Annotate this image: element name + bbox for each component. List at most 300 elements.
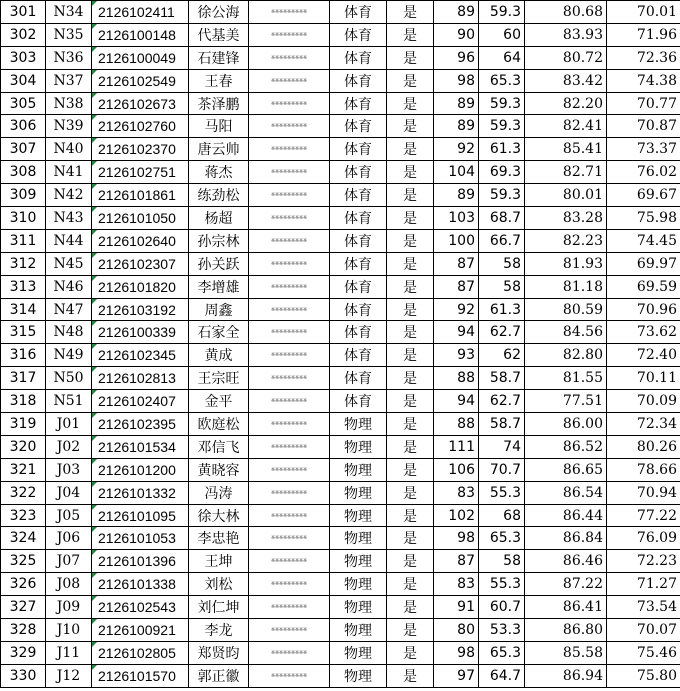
- cell-subject: 体育: [330, 207, 387, 230]
- cell-score-interview: 83.42: [525, 69, 607, 92]
- cell-score-converted: 60: [479, 23, 525, 46]
- cell-exam-id: 2126102307: [92, 252, 189, 275]
- cell-score-raw: 98: [434, 69, 479, 92]
- cell-masked-id: ※※※※※※※※※: [249, 184, 330, 207]
- cell-score-converted: 69.3: [479, 161, 525, 184]
- cell-code: J01: [46, 413, 92, 436]
- cell-score-total: 80.26: [607, 435, 680, 458]
- table-row: [1, 298, 680, 321]
- cell-subject: 物理: [330, 573, 387, 596]
- cell-score-interview: 86.44: [525, 504, 607, 527]
- cell-serial: 322: [1, 481, 46, 504]
- cell-flag: 是: [387, 23, 434, 46]
- cell-serial: 317: [1, 367, 46, 390]
- cell-score-interview: 86.52: [525, 435, 607, 458]
- cell-subject: 体育: [330, 229, 387, 252]
- cell-exam-id: 2126101396: [92, 550, 189, 573]
- cell-exam-id: 2126101332: [92, 481, 189, 504]
- cell-name: 周鑫: [189, 298, 249, 321]
- cell-score-raw: 91: [434, 596, 479, 619]
- cell-score-raw: 98: [434, 641, 479, 664]
- cell-flag: 是: [387, 390, 434, 413]
- cell-masked-id: ※※※※※※※※※: [249, 115, 330, 138]
- table-row: [1, 46, 680, 69]
- cell-score-total: 76.09: [607, 527, 680, 550]
- cell-subject: 体育: [330, 298, 387, 321]
- cell-score-total: 74.38: [607, 69, 680, 92]
- cell-flag: 是: [387, 458, 434, 481]
- cell-score-converted: 74: [479, 435, 525, 458]
- cell-exam-id: 2126102640: [92, 229, 189, 252]
- cell-score-interview: 86.94: [525, 664, 607, 687]
- cell-code: N35: [46, 23, 92, 46]
- cell-score-converted: 59.3: [479, 115, 525, 138]
- cell-score-raw: 80: [434, 619, 479, 642]
- table-row: [1, 573, 680, 596]
- cell-masked-id: ※※※※※※※※※: [249, 550, 330, 573]
- cell-flag: 是: [387, 184, 434, 207]
- cell-code: N41: [46, 161, 92, 184]
- cell-name: 李忠艳: [189, 527, 249, 550]
- cell-code: J08: [46, 573, 92, 596]
- cell-subject: 物理: [330, 664, 387, 687]
- table-row: [1, 69, 680, 92]
- cell-flag: 是: [387, 115, 434, 138]
- cell-exam-id: 2126100339: [92, 321, 189, 344]
- cell-serial: 305: [1, 92, 46, 115]
- cell-score-raw: 83: [434, 573, 479, 596]
- cell-exam-id: 2126100921: [92, 619, 189, 642]
- table-row: [1, 207, 680, 230]
- cell-subject: 物理: [330, 504, 387, 527]
- cell-subject: 物理: [330, 619, 387, 642]
- cell-subject: 体育: [330, 184, 387, 207]
- cell-exam-id: 2126100148: [92, 23, 189, 46]
- cell-score-total: 70.94: [607, 481, 680, 504]
- cell-subject: 体育: [330, 275, 387, 298]
- cell-flag: 是: [387, 92, 434, 115]
- cell-masked-id: ※※※※※※※※※: [249, 504, 330, 527]
- cell-score-converted: 64: [479, 46, 525, 69]
- cell-score-raw: 87: [434, 275, 479, 298]
- cell-masked-id: ※※※※※※※※※: [249, 161, 330, 184]
- cell-flag: 是: [387, 69, 434, 92]
- cell-score-converted: 58.7: [479, 367, 525, 390]
- cell-score-interview: 80.72: [525, 46, 607, 69]
- cell-subject: 物理: [330, 458, 387, 481]
- cell-code: N34: [46, 1, 92, 24]
- cell-score-raw: 92: [434, 298, 479, 321]
- cell-exam-id: 2126102543: [92, 596, 189, 619]
- cell-serial: 309: [1, 184, 46, 207]
- cell-exam-id: 2126102673: [92, 92, 189, 115]
- cell-score-converted: 58: [479, 252, 525, 275]
- cell-subject: 体育: [330, 1, 387, 24]
- cell-code: N42: [46, 184, 92, 207]
- cell-code: N46: [46, 275, 92, 298]
- cell-name: 练劲松: [189, 184, 249, 207]
- cell-exam-id: 2126102345: [92, 344, 189, 367]
- cell-flag: 是: [387, 138, 434, 161]
- cell-subject: 体育: [330, 390, 387, 413]
- cell-exam-id: 2126102813: [92, 367, 189, 390]
- cell-score-interview: 80.68: [525, 1, 607, 24]
- cell-serial: 316: [1, 344, 46, 367]
- cell-code: N40: [46, 138, 92, 161]
- cell-subject: 体育: [330, 367, 387, 390]
- table-row: [1, 23, 680, 46]
- cell-score-converted: 53.3: [479, 619, 525, 642]
- table-row: [1, 184, 680, 207]
- cell-score-interview: 85.58: [525, 641, 607, 664]
- cell-serial: 312: [1, 252, 46, 275]
- cell-score-total: 69.67: [607, 184, 680, 207]
- cell-flag: 是: [387, 573, 434, 596]
- cell-serial: 318: [1, 390, 46, 413]
- table-row: [1, 321, 680, 344]
- cell-name: 杨超: [189, 207, 249, 230]
- cell-flag: 是: [387, 298, 434, 321]
- cell-name: 孙关跃: [189, 252, 249, 275]
- cell-score-interview: 80.59: [525, 298, 607, 321]
- cell-serial: 327: [1, 596, 46, 619]
- cell-score-raw: 96: [434, 46, 479, 69]
- cell-code: J12: [46, 664, 92, 687]
- cell-exam-id: 2126102370: [92, 138, 189, 161]
- cell-score-raw: 89: [434, 92, 479, 115]
- cell-score-total: 73.37: [607, 138, 680, 161]
- cell-score-raw: 89: [434, 1, 479, 24]
- cell-score-raw: 87: [434, 252, 479, 275]
- cell-exam-id: 2126101095: [92, 504, 189, 527]
- cell-flag: 是: [387, 367, 434, 390]
- cell-serial: 301: [1, 1, 46, 24]
- cell-exam-id: 2126102395: [92, 413, 189, 436]
- cell-flag: 是: [387, 550, 434, 573]
- cell-score-converted: 55.3: [479, 481, 525, 504]
- cell-score-interview: 77.51: [525, 390, 607, 413]
- cell-score-interview: 82.23: [525, 229, 607, 252]
- cell-score-total: 72.34: [607, 413, 680, 436]
- cell-subject: 物理: [330, 641, 387, 664]
- cell-score-interview: 86.46: [525, 550, 607, 573]
- cell-flag: 是: [387, 252, 434, 275]
- cell-score-total: 78.66: [607, 458, 680, 481]
- cell-score-total: 69.59: [607, 275, 680, 298]
- cell-masked-id: ※※※※※※※※※: [249, 229, 330, 252]
- table-row: [1, 619, 680, 642]
- cell-name: 金平: [189, 390, 249, 413]
- table-row: [1, 367, 680, 390]
- cell-masked-id: ※※※※※※※※※: [249, 481, 330, 504]
- cell-name: 邓信飞: [189, 435, 249, 458]
- cell-score-converted: 62.7: [479, 321, 525, 344]
- cell-exam-id: 2126102751: [92, 161, 189, 184]
- cell-score-raw: 102: [434, 504, 479, 527]
- cell-name: 冯涛: [189, 481, 249, 504]
- cell-score-raw: 94: [434, 390, 479, 413]
- table-row: [1, 92, 680, 115]
- cell-serial: 329: [1, 641, 46, 664]
- cell-score-total: 77.22: [607, 504, 680, 527]
- cell-score-interview: 87.22: [525, 573, 607, 596]
- cell-masked-id: ※※※※※※※※※: [249, 23, 330, 46]
- table-row: [1, 1, 680, 24]
- cell-code: N49: [46, 344, 92, 367]
- cell-code: N36: [46, 46, 92, 69]
- cell-subject: 体育: [330, 138, 387, 161]
- table-row: [1, 435, 680, 458]
- table-row: [1, 641, 680, 664]
- cell-score-converted: 61.3: [479, 138, 525, 161]
- cell-masked-id: ※※※※※※※※※: [249, 458, 330, 481]
- cell-masked-id: ※※※※※※※※※: [249, 46, 330, 69]
- cell-serial: 328: [1, 619, 46, 642]
- table-row: [1, 550, 680, 573]
- table-row: [1, 390, 680, 413]
- cell-score-raw: 106: [434, 458, 479, 481]
- cell-score-converted: 62.7: [479, 390, 525, 413]
- cell-code: J10: [46, 619, 92, 642]
- cell-name: 马阳: [189, 115, 249, 138]
- cell-score-raw: 90: [434, 23, 479, 46]
- cell-score-interview: 83.93: [525, 23, 607, 46]
- cell-score-total: 73.54: [607, 596, 680, 619]
- table-row: [1, 596, 680, 619]
- cell-score-converted: 58.7: [479, 413, 525, 436]
- cell-subject: 体育: [330, 115, 387, 138]
- cell-score-converted: 58: [479, 275, 525, 298]
- cell-exam-id: 2126101338: [92, 573, 189, 596]
- cell-name: 李龙: [189, 619, 249, 642]
- cell-score-total: 73.62: [607, 321, 680, 344]
- table-row: [1, 275, 680, 298]
- cell-name: 王春: [189, 69, 249, 92]
- cell-code: J05: [46, 504, 92, 527]
- cell-serial: 321: [1, 458, 46, 481]
- cell-masked-id: ※※※※※※※※※: [249, 527, 330, 550]
- cell-subject: 物理: [330, 435, 387, 458]
- cell-subject: 物理: [330, 596, 387, 619]
- cell-score-raw: 88: [434, 413, 479, 436]
- cell-subject: 体育: [330, 321, 387, 344]
- cell-code: N51: [46, 390, 92, 413]
- table-row: [1, 481, 680, 504]
- cell-serial: 308: [1, 161, 46, 184]
- cell-subject: 体育: [330, 46, 387, 69]
- cell-serial: 330: [1, 664, 46, 687]
- cell-score-interview: 84.56: [525, 321, 607, 344]
- cell-masked-id: ※※※※※※※※※: [249, 1, 330, 24]
- cell-serial: 307: [1, 138, 46, 161]
- cell-name: 刘仁坤: [189, 596, 249, 619]
- cell-serial: 326: [1, 573, 46, 596]
- cell-name: 徐公海: [189, 1, 249, 24]
- cell-score-converted: 55.3: [479, 573, 525, 596]
- cell-code: N37: [46, 69, 92, 92]
- cell-flag: 是: [387, 435, 434, 458]
- cell-name: 蒋杰: [189, 161, 249, 184]
- cell-flag: 是: [387, 1, 434, 24]
- cell-name: 代基美: [189, 23, 249, 46]
- cell-score-raw: 92: [434, 138, 479, 161]
- cell-code: N48: [46, 321, 92, 344]
- cell-score-interview: 86.41: [525, 596, 607, 619]
- cell-score-converted: 59.3: [479, 1, 525, 24]
- cell-masked-id: ※※※※※※※※※: [249, 573, 330, 596]
- cell-exam-id: 2126101570: [92, 664, 189, 687]
- cell-score-total: 76.02: [607, 161, 680, 184]
- cell-exam-id: 2126101200: [92, 458, 189, 481]
- cell-score-total: 72.40: [607, 344, 680, 367]
- cell-score-raw: 111: [434, 435, 479, 458]
- cell-score-total: 70.96: [607, 298, 680, 321]
- cell-subject: 体育: [330, 69, 387, 92]
- table-row: [1, 527, 680, 550]
- cell-name: 石家全: [189, 321, 249, 344]
- cell-score-total: 69.97: [607, 252, 680, 275]
- cell-code: N50: [46, 367, 92, 390]
- cell-serial: 324: [1, 527, 46, 550]
- cell-score-converted: 62: [479, 344, 525, 367]
- cell-code: J03: [46, 458, 92, 481]
- cell-score-raw: 89: [434, 184, 479, 207]
- cell-subject: 物理: [330, 527, 387, 550]
- table-row: [1, 413, 680, 436]
- cell-exam-id: 2126100049: [92, 46, 189, 69]
- cell-score-interview: 82.20: [525, 92, 607, 115]
- cell-score-converted: 59.3: [479, 92, 525, 115]
- cell-score-converted: 70.7: [479, 458, 525, 481]
- cell-score-total: 74.45: [607, 229, 680, 252]
- cell-score-total: 70.09: [607, 390, 680, 413]
- cell-score-interview: 80.01: [525, 184, 607, 207]
- cell-flag: 是: [387, 596, 434, 619]
- cell-masked-id: ※※※※※※※※※: [249, 138, 330, 161]
- cell-score-interview: 86.84: [525, 527, 607, 550]
- cell-exam-id: 2126102411: [92, 1, 189, 24]
- cell-exam-id: 2126103192: [92, 298, 189, 321]
- cell-flag: 是: [387, 664, 434, 687]
- cell-code: J11: [46, 641, 92, 664]
- cell-score-total: 71.96: [607, 23, 680, 46]
- table-row: [1, 344, 680, 367]
- table-row: [1, 138, 680, 161]
- cell-masked-id: ※※※※※※※※※: [249, 435, 330, 458]
- cell-serial: 302: [1, 23, 46, 46]
- cell-score-raw: 94: [434, 321, 479, 344]
- cell-score-converted: 65.3: [479, 527, 525, 550]
- cell-flag: 是: [387, 504, 434, 527]
- cell-masked-id: ※※※※※※※※※: [249, 664, 330, 687]
- cell-subject: 体育: [330, 252, 387, 275]
- cell-masked-id: ※※※※※※※※※: [249, 298, 330, 321]
- table-row: [1, 504, 680, 527]
- cell-flag: 是: [387, 321, 434, 344]
- cell-flag: 是: [387, 619, 434, 642]
- cell-exam-id: 2126101861: [92, 184, 189, 207]
- cell-name: 石建锋: [189, 46, 249, 69]
- cell-flag: 是: [387, 481, 434, 504]
- cell-score-interview: 82.41: [525, 115, 607, 138]
- cell-exam-id: 2126102407: [92, 390, 189, 413]
- cell-score-raw: 97: [434, 664, 479, 687]
- cell-score-raw: 93: [434, 344, 479, 367]
- cell-code: N45: [46, 252, 92, 275]
- cell-name: 王坤: [189, 550, 249, 573]
- cell-serial: 323: [1, 504, 46, 527]
- cell-masked-id: ※※※※※※※※※: [249, 367, 330, 390]
- cell-score-interview: 86.65: [525, 458, 607, 481]
- cell-masked-id: ※※※※※※※※※: [249, 390, 330, 413]
- cell-score-interview: 82.71: [525, 161, 607, 184]
- cell-name: 郭正徽: [189, 664, 249, 687]
- cell-name: 郑贤昀: [189, 641, 249, 664]
- table-body: [1, 1, 680, 688]
- cell-score-total: 75.80: [607, 664, 680, 687]
- cell-subject: 物理: [330, 413, 387, 436]
- cell-exam-id: 2126102760: [92, 115, 189, 138]
- cell-score-raw: 100: [434, 229, 479, 252]
- cell-name: 欧庭松: [189, 413, 249, 436]
- cell-code: J09: [46, 596, 92, 619]
- cell-score-total: 75.46: [607, 641, 680, 664]
- cell-score-raw: 104: [434, 161, 479, 184]
- cell-score-total: 72.23: [607, 550, 680, 573]
- cell-exam-id: 2126102549: [92, 69, 189, 92]
- table-row: [1, 664, 680, 687]
- cell-score-interview: 86.00: [525, 413, 607, 436]
- cell-flag: 是: [387, 527, 434, 550]
- cell-name: 黄成: [189, 344, 249, 367]
- cell-exam-id: 2126101820: [92, 275, 189, 298]
- cell-serial: 315: [1, 321, 46, 344]
- cell-code: J07: [46, 550, 92, 573]
- cell-score-converted: 61.3: [479, 298, 525, 321]
- cell-subject: 体育: [330, 344, 387, 367]
- cell-flag: 是: [387, 161, 434, 184]
- cell-score-raw: 87: [434, 550, 479, 573]
- cell-code: N47: [46, 298, 92, 321]
- cell-flag: 是: [387, 275, 434, 298]
- cell-exam-id: 2126101053: [92, 527, 189, 550]
- table-row: [1, 115, 680, 138]
- cell-subject: 体育: [330, 161, 387, 184]
- cell-score-total: 70.01: [607, 1, 680, 24]
- cell-score-raw: 88: [434, 367, 479, 390]
- cell-exam-id: 2126101050: [92, 207, 189, 230]
- cell-score-raw: 103: [434, 207, 479, 230]
- cell-score-converted: 65.3: [479, 641, 525, 664]
- cell-score-interview: 82.80: [525, 344, 607, 367]
- cell-serial: 303: [1, 46, 46, 69]
- cell-name: 唐云帅: [189, 138, 249, 161]
- cell-score-converted: 59.3: [479, 184, 525, 207]
- cell-score-interview: 81.18: [525, 275, 607, 298]
- cell-masked-id: ※※※※※※※※※: [249, 207, 330, 230]
- cell-masked-id: ※※※※※※※※※: [249, 252, 330, 275]
- cell-name: 徐大林: [189, 504, 249, 527]
- cell-score-total: 75.98: [607, 207, 680, 230]
- cell-masked-id: ※※※※※※※※※: [249, 92, 330, 115]
- cell-masked-id: ※※※※※※※※※: [249, 275, 330, 298]
- cell-subject: 物理: [330, 550, 387, 573]
- cell-score-converted: 68: [479, 504, 525, 527]
- cell-flag: 是: [387, 229, 434, 252]
- cell-masked-id: ※※※※※※※※※: [249, 321, 330, 344]
- cell-serial: 313: [1, 275, 46, 298]
- cell-score-raw: 83: [434, 481, 479, 504]
